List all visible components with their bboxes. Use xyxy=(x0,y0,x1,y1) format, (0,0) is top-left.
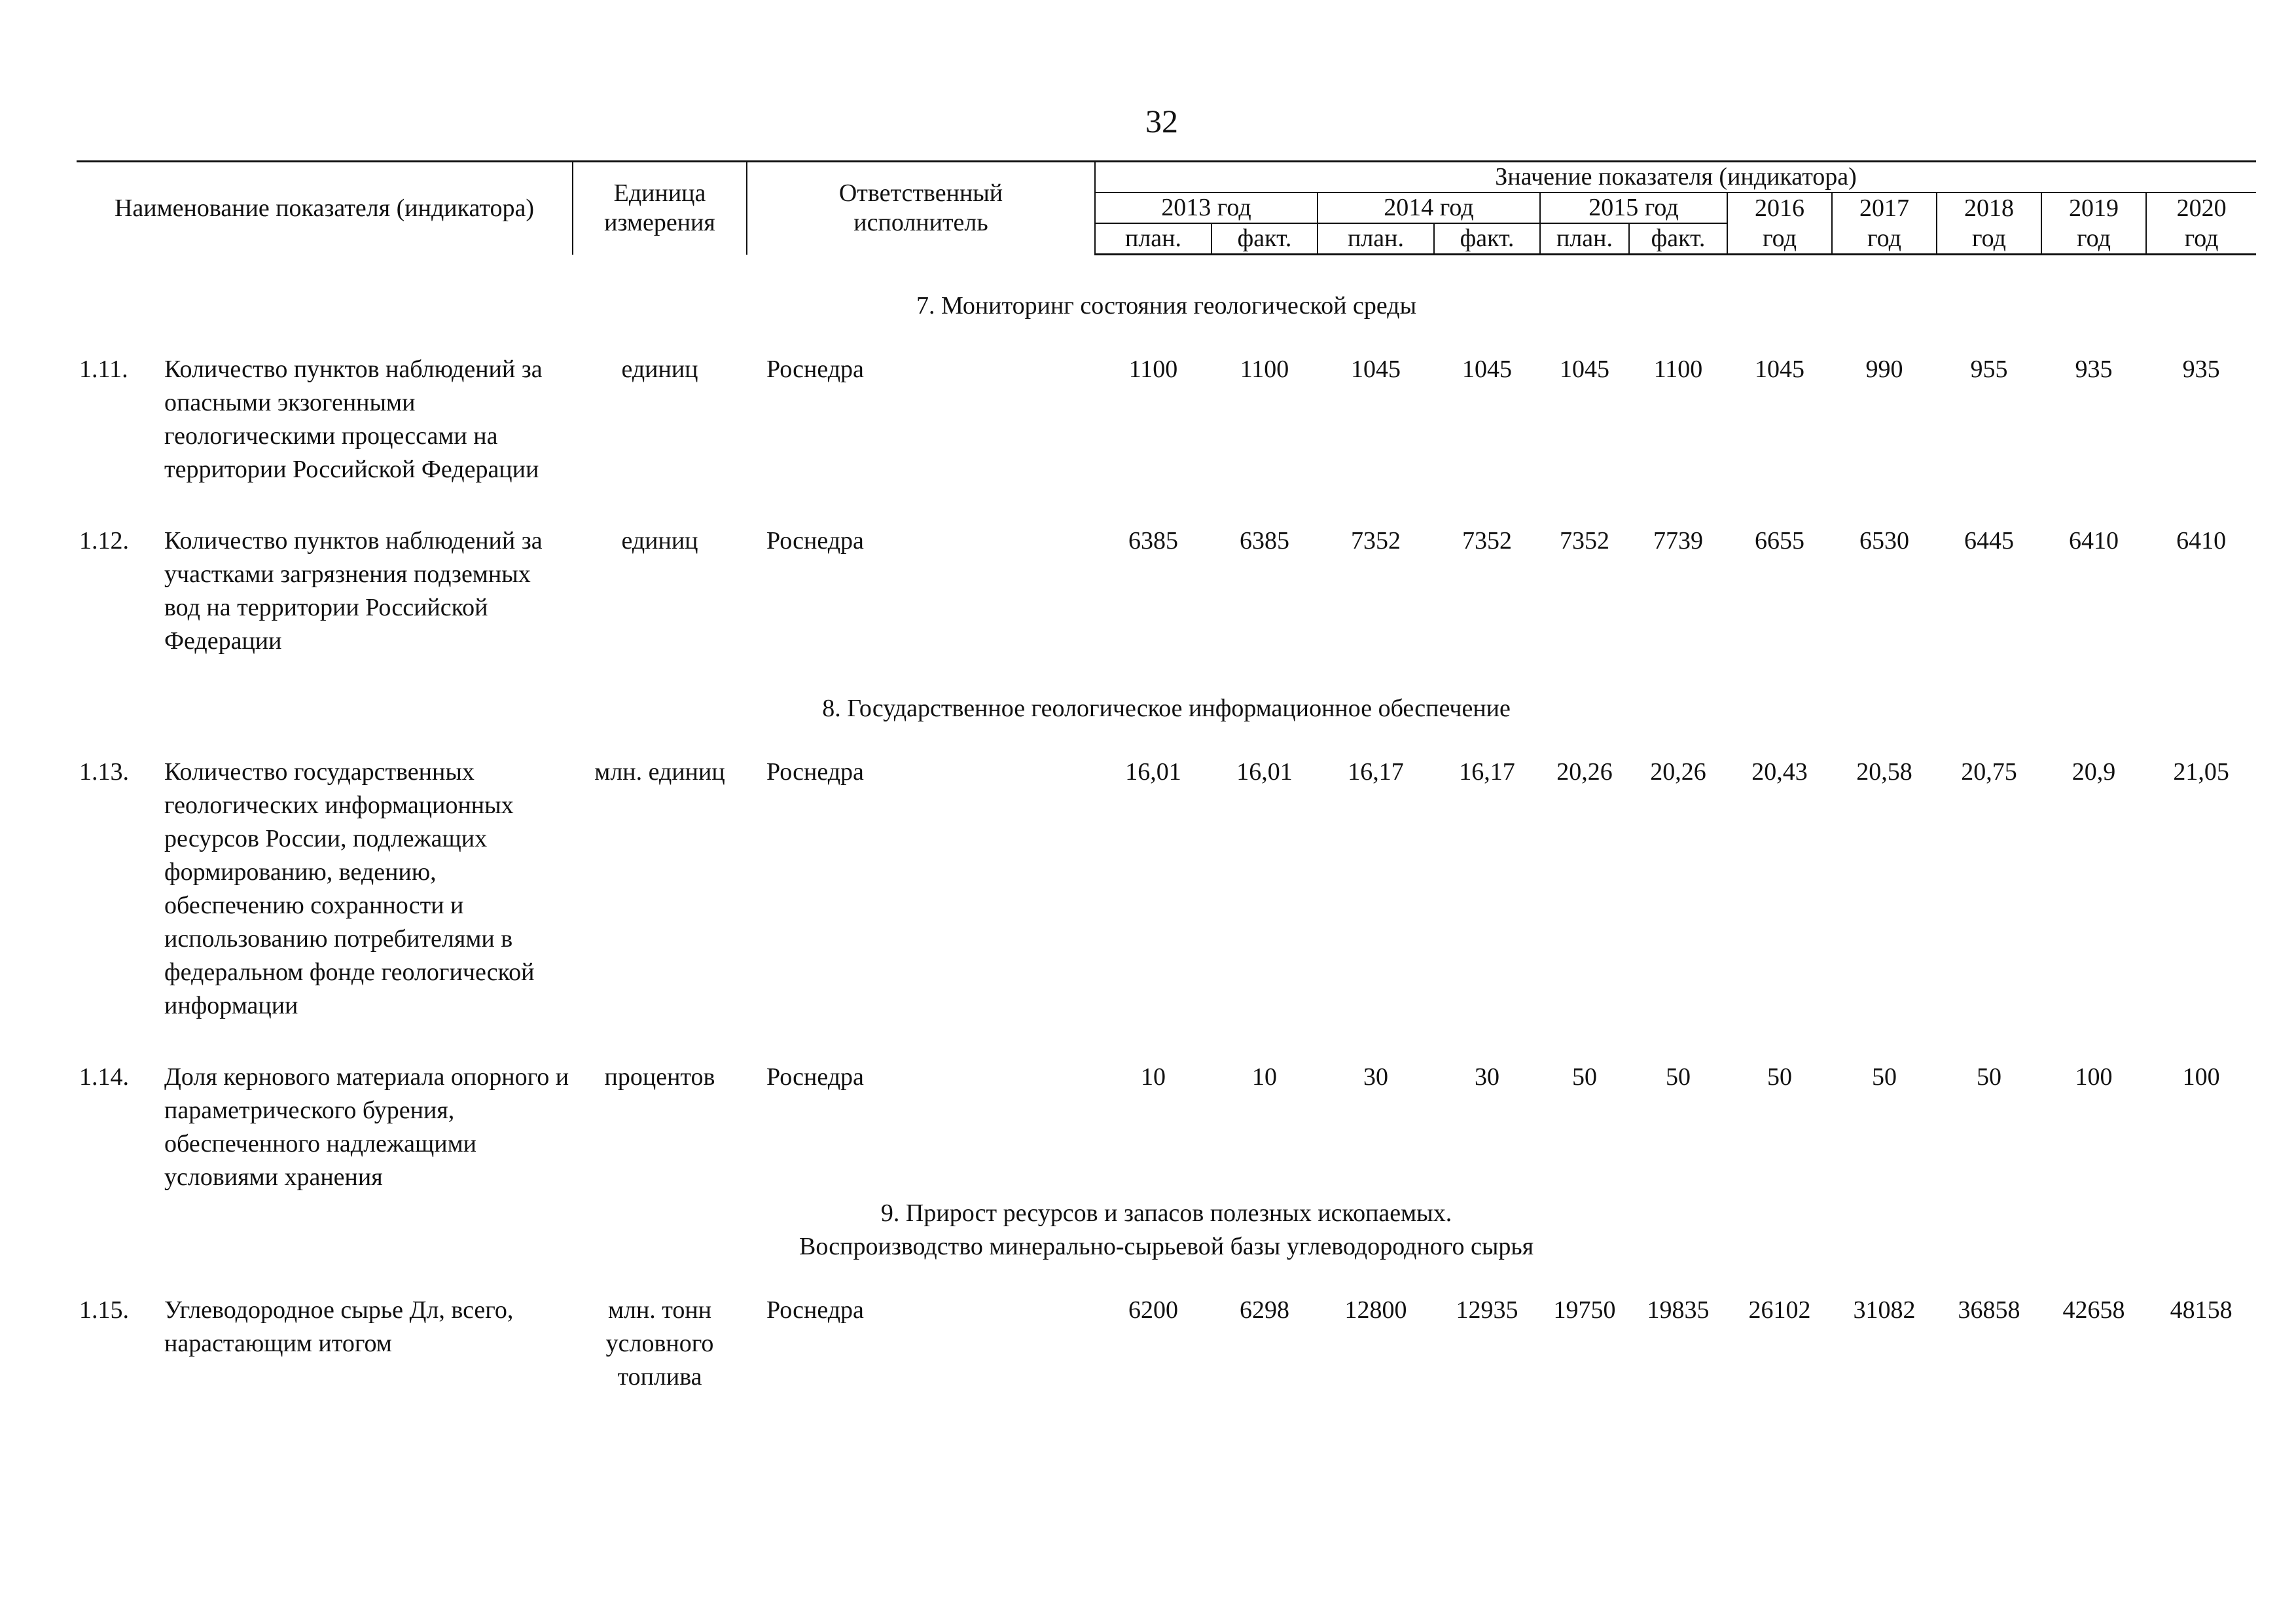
header-year-2019: 2019 xyxy=(2041,192,2146,223)
value-cell: 30 xyxy=(1475,1063,1499,1091)
value-cell: 6445 xyxy=(1964,527,2014,555)
section-heading: 9. Прирост ресурсов и запасов полезных ископаемых. Воспроизводство минерально-сырьевой базы углеводородного сырья xyxy=(798,1199,1534,1260)
header-2018-god: год xyxy=(1937,223,2041,255)
value-cell: 1100 xyxy=(1128,356,1178,383)
header-year-2018: 2018 xyxy=(1937,192,2041,223)
value-cell: 20,58 xyxy=(1856,758,1912,786)
row-number: 1.12. xyxy=(79,527,129,555)
value-cell: 16,17 xyxy=(1348,758,1404,786)
value-cell: 16,01 xyxy=(1236,758,1293,786)
value-cell: 100 xyxy=(2182,1063,2220,1091)
header-2020-god: год xyxy=(2146,223,2256,255)
header-2013-plan: план. xyxy=(1095,223,1211,255)
value-cell: 7352 xyxy=(1351,527,1401,555)
unit-cell: процентов xyxy=(604,1063,715,1091)
table-row xyxy=(77,1294,2256,1394)
executor-cell: Роснедра xyxy=(766,758,864,786)
table-row xyxy=(77,524,2256,658)
header-unit: Единица измерения xyxy=(573,162,747,255)
unit-cell: млн. единиц xyxy=(594,758,725,786)
header-year-2014: 2014 год xyxy=(1318,192,1540,223)
section-heading: 7. Мониторинг состояния геологической среды xyxy=(916,292,1417,319)
header-2015-plan: план. xyxy=(1540,223,1629,255)
spacer-row xyxy=(77,486,2256,524)
executor-cell: Роснедра xyxy=(766,1296,864,1324)
value-cell: 36858 xyxy=(1958,1296,2020,1324)
value-cell: 7739 xyxy=(1653,527,1703,555)
value-cell: 50 xyxy=(1872,1063,1897,1091)
row-number: 1.11. xyxy=(79,356,128,383)
value-cell: 19835 xyxy=(1647,1296,1710,1324)
value-cell: 10 xyxy=(1141,1063,1166,1091)
value-cell: 6385 xyxy=(1240,527,1289,555)
unit-cell: единиц xyxy=(621,527,698,555)
row-number: 1.13. xyxy=(79,758,129,786)
value-cell: 50 xyxy=(1572,1063,1597,1091)
value-cell: 16,01 xyxy=(1125,758,1181,786)
spacer-row xyxy=(77,1023,2256,1061)
table-row xyxy=(77,756,2256,1023)
header-2017-god: год xyxy=(1832,223,1937,255)
header-year-2015: 2015 год xyxy=(1540,192,1727,223)
value-cell: 21,05 xyxy=(2173,758,2229,786)
section-heading: 8. Государственное геологическое информационное обеспечение xyxy=(822,695,1511,722)
indicator-name-cell xyxy=(77,756,573,1023)
indicator-name-cell xyxy=(77,524,573,658)
value-cell: 955 xyxy=(1970,356,2008,383)
value-cell: 7352 xyxy=(1462,527,1512,555)
value-cell: 1045 xyxy=(1462,356,1512,383)
value-cell: 30 xyxy=(1363,1063,1388,1091)
indicators-table xyxy=(77,160,2256,1394)
value-cell: 48158 xyxy=(2170,1296,2233,1324)
header-value-group: Значение показателя (индикатора) xyxy=(1095,162,2256,193)
value-cell: 12935 xyxy=(1456,1296,1518,1324)
value-cell: 6385 xyxy=(1128,527,1178,555)
header-2015-fact: факт. xyxy=(1629,223,1727,255)
value-cell: 20,26 xyxy=(1650,758,1706,786)
executor-cell: Роснедра xyxy=(766,356,864,383)
unit-cell: единиц xyxy=(621,356,698,383)
header-name: Наименование показателя (индикатора) xyxy=(77,162,573,255)
value-cell: 50 xyxy=(1767,1063,1792,1091)
executor-cell: Роснедра xyxy=(766,1063,864,1091)
header-year-2016: 2016 xyxy=(1727,192,1832,223)
value-cell: 20,26 xyxy=(1556,758,1613,786)
indicator-name: Количество пунктов наблюдений за участками загрязнения подземных вод на территории Российской Федерации xyxy=(164,527,543,655)
value-cell: 10 xyxy=(1252,1063,1277,1091)
section-heading-row xyxy=(77,1194,2256,1294)
header-2014-plan: план. xyxy=(1318,223,1434,255)
value-cell: 16,17 xyxy=(1459,758,1515,786)
table-row xyxy=(77,353,2256,486)
indicator-name-cell xyxy=(77,1294,573,1394)
header-executor: Ответственный исполнитель xyxy=(747,162,1095,255)
value-cell: 935 xyxy=(2075,356,2113,383)
header-2016-god: год xyxy=(1727,223,1832,255)
indicator-name: Количество пунктов наблюдений за опасными экзогенными геологическими процессами на территории Российской Федерации xyxy=(164,356,543,483)
value-cell: 20,9 xyxy=(2072,758,2116,786)
value-cell: 1045 xyxy=(1351,356,1401,383)
value-cell: 26102 xyxy=(1748,1296,1811,1324)
value-cell: 31082 xyxy=(1853,1296,1916,1324)
value-cell: 6410 xyxy=(2069,527,2119,555)
header-2019-god: год xyxy=(2041,223,2146,255)
indicator-name-cell xyxy=(77,353,573,486)
indicator-name-cell xyxy=(77,1061,573,1194)
value-cell: 1100 xyxy=(1653,356,1703,383)
value-cell: 7352 xyxy=(1560,527,1609,555)
executor-cell: Роснедра xyxy=(766,527,864,555)
page-number: 32 xyxy=(1145,103,1178,139)
value-cell: 100 xyxy=(2075,1063,2113,1091)
value-cell: 6298 xyxy=(1240,1296,1289,1324)
header-2013-fact: факт. xyxy=(1211,223,1318,255)
value-cell: 1045 xyxy=(1755,356,1804,383)
value-cell: 50 xyxy=(1977,1063,2001,1091)
header-2014-fact: факт. xyxy=(1434,223,1540,255)
value-cell: 20,75 xyxy=(1961,758,2017,786)
value-cell: 990 xyxy=(1865,356,1903,383)
value-cell: 6530 xyxy=(1859,527,1909,555)
value-cell: 6410 xyxy=(2176,527,2227,555)
value-cell: 50 xyxy=(1666,1063,1691,1091)
indicator-name: Углеводородное сырье Дл, всего, нарастающим итогом xyxy=(164,1296,514,1357)
section-heading-row xyxy=(77,658,2256,756)
value-cell: 12800 xyxy=(1344,1296,1407,1324)
header-year-2020: 2020 xyxy=(2146,192,2256,223)
indicator-name: Количество государственных геологических информационных ресурсов России, подлежащих формированию, ведению, обеспечению сохранности и использованию потребителями в федеральном фонде геологической информации xyxy=(164,758,535,1019)
header-year-2013: 2013 год xyxy=(1095,192,1318,223)
unit-cell: млн. тонн условного топлива xyxy=(605,1296,714,1391)
value-cell: 935 xyxy=(2182,356,2220,383)
table-body xyxy=(77,255,2256,1395)
header-year-2017: 2017 xyxy=(1832,192,1937,223)
value-cell: 1100 xyxy=(1240,356,1289,383)
table-row xyxy=(77,1061,2256,1194)
value-cell: 42658 xyxy=(2062,1296,2125,1324)
value-cell: 1045 xyxy=(1560,356,1609,383)
indicator-name: Доля кернового материала опорного и параметрического бурения, обеспеченного надлежащими условиями хранения xyxy=(164,1063,569,1191)
row-number: 1.15. xyxy=(79,1296,129,1324)
value-cell: 6655 xyxy=(1755,527,1804,555)
row-number: 1.14. xyxy=(79,1063,129,1091)
value-cell: 20,43 xyxy=(1751,758,1808,786)
value-cell: 19750 xyxy=(1553,1296,1616,1324)
section-heading-row xyxy=(77,255,2256,354)
table-header xyxy=(77,162,2256,255)
value-cell: 6200 xyxy=(1128,1296,1178,1324)
